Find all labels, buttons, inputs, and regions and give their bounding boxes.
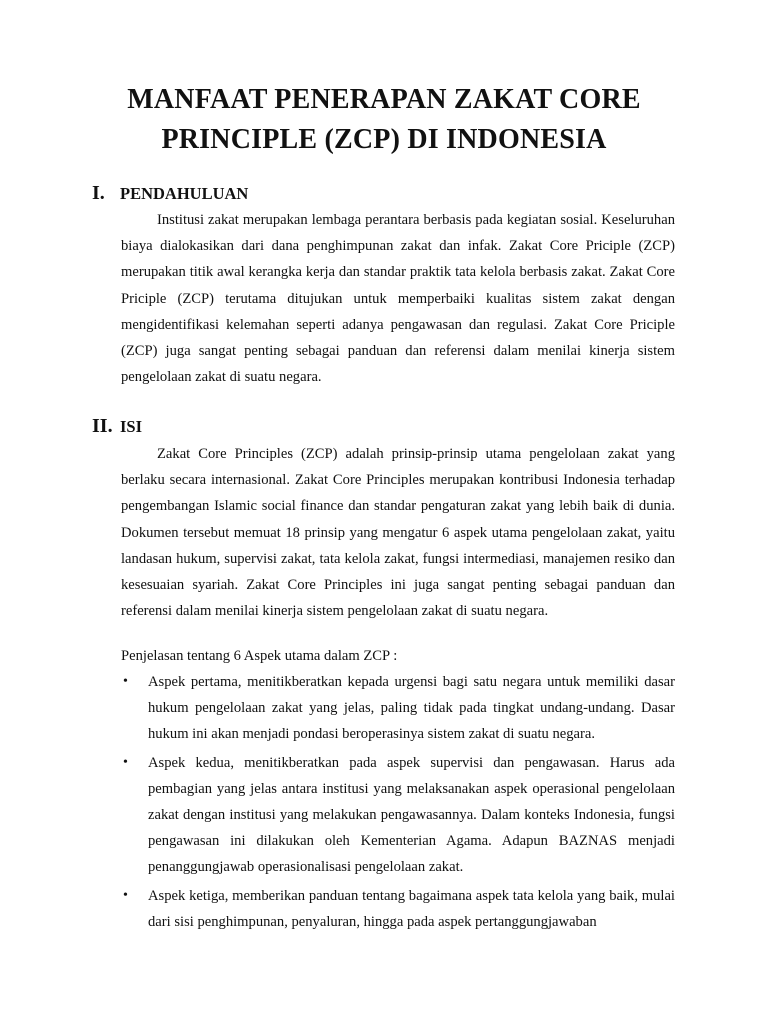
bullet-icon: • <box>123 754 128 770</box>
section-title: ISI <box>120 417 143 436</box>
section-title: PENDAHULUAN <box>120 184 249 203</box>
bullet-icon: • <box>123 674 128 689</box>
explanation-label: Penjelasan tentang 6 Aspek utama dalam ZCP : <box>121 648 398 664</box>
aspect-bullet-list <box>121 669 675 937</box>
section-number: II. <box>92 415 113 437</box>
list-item <box>121 669 675 748</box>
list-item <box>121 750 675 881</box>
paragraph-text: Institusi zakat merupakan lembaga perantara berbasis pada kegiatan sosial. Keseluruhan biaya dialokasikan dari dana penghimpunan zakat dan infak. Zakat Core Priciple (ZCP) merupakan titik awal kerangka kerja dan standar praktik tata kelola berbasis zakat. Zakat Core Priciple (ZCP) terutama ditujukan untuk memperbaiki kualitas sistem zakat dengan mengidentifikasi kelemahan seperti adanya pengawasan dan regulasi. Zakat Core Priciple (ZCP) juga sangat penting sebagai panduan dan referensi dalam menilai kinerja sistem pengelolaan zakat di suatu negara. <box>121 212 675 386</box>
list-item <box>121 883 675 935</box>
list-item-text: Aspek ketiga, memberikan panduan tentang bagaimana aspek tata kelola yang baik, mulai dari sisi penghimpunan, penyaluran, hingga pada aspek pertanggungjawaban <box>148 887 675 930</box>
document-title-line-1: MANFAAT PENERAPAN ZAKAT CORE <box>127 84 641 115</box>
paragraph-pendahuluan <box>121 207 675 390</box>
paragraph-text: Zakat Core Principles (ZCP) adalah prinsip-prinsip utama pengelolaan zakat yang berlaku secara internasional. Zakat Core Principles merupakan kontribusi Indonesia terhadap pengembangan Islamic social finance dan standar pengaturan zakat yang lebih baik di dunia. Dokumen tersebut memuat 18 prinsip yang mengatur 6 aspek utama pengelolaan zakat, yaitu landasan hukum, supervisi zakat, tata kelola zakat, fungsi intermediasi, manajemen resiko dan kesesuaian syariah. Zakat Core Principles ini juga sangat penting sebagai panduan dan referensi dalam menilai kinerja sistem pengelolaan zakat di suatu negara. <box>121 446 675 620</box>
document-title-line-2: PRINCIPLE (ZCP) DI INDONESIA <box>161 124 607 155</box>
list-item-text: Aspek pertama, menitikberatkan kepada urgensi bagi satu negara untuk memiliki dasar hukum pengelolaan zakat yang jelas, paling tidak pada tingkat undang-undang. Dasar hukum ini akan menjadi pondasi beroperasinya sistem zakat di suatu negara. <box>148 674 675 743</box>
paragraph-isi <box>121 441 675 624</box>
section-heading-pendahuluan <box>92 182 248 205</box>
section-heading-isi <box>92 415 142 438</box>
bullet-icon: • <box>123 887 128 903</box>
list-item-text: Aspek kedua, menitikberatkan pada aspek supervisi dan pengawasan. Harus ada pembagian yang jelas antara institusi yang melaksanakan aspek operasional pengelolaan zakat dengan institusi yang melakukan pengawasannya. Dalam konteks Indonesia, fungsi pengawasan ini dilakukan oleh Kementerian Agama. Adapun BAZNAS menjadi penanggungjawab operasionalisasi pengelolaan zakat. <box>148 754 675 876</box>
section-number: I. <box>92 182 105 204</box>
